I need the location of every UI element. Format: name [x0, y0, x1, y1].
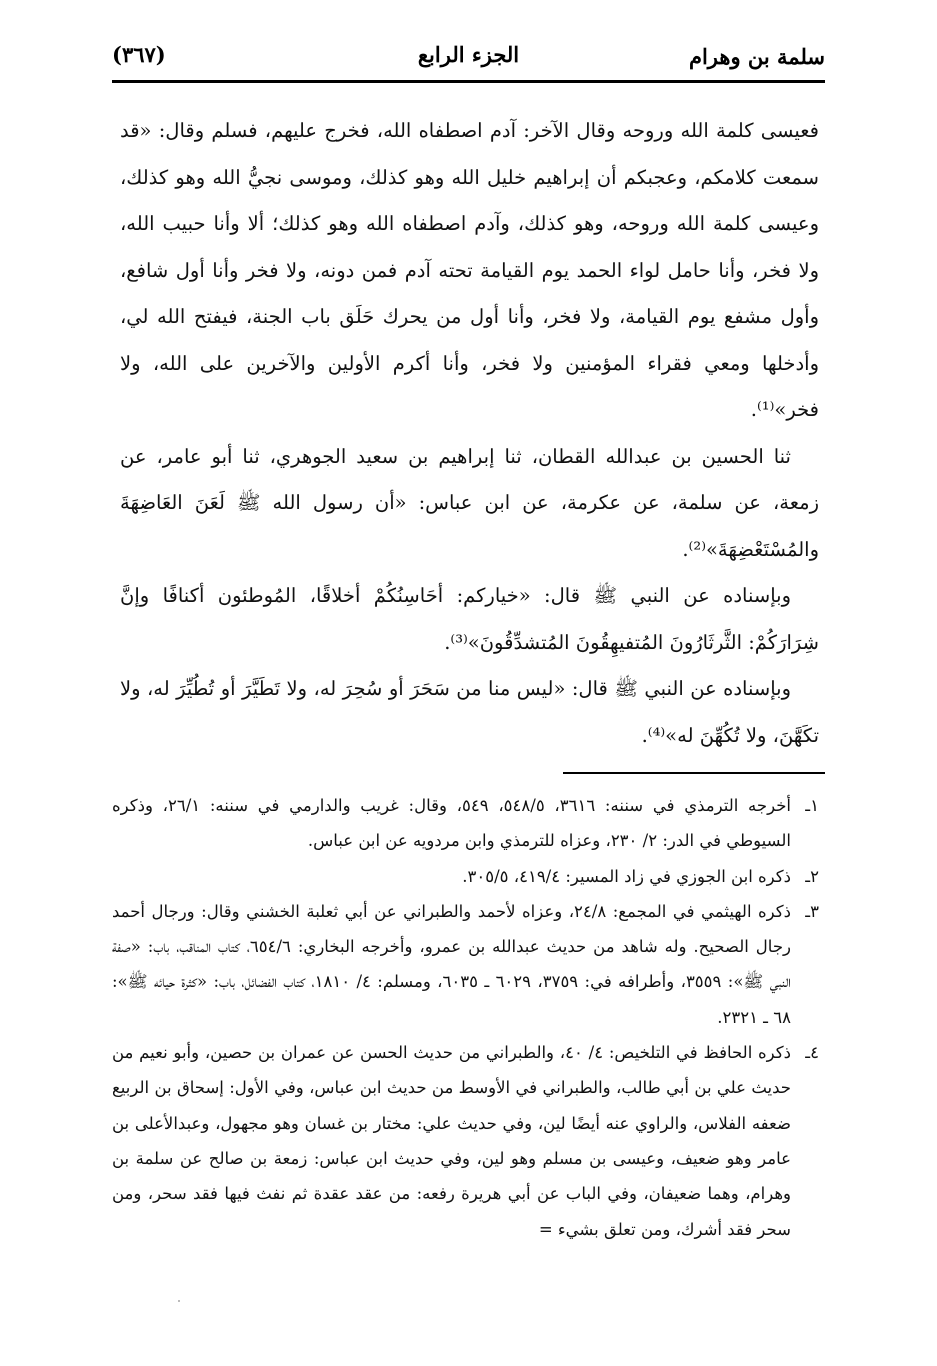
footnotes [112, 788, 819, 1247]
page-header [112, 38, 825, 78]
paragraph-4: وبإسناده عن النبي ﷺ قال: «ليس منا من سَحَرَ أو سُحِرَ له، ولا تَطَيَّرَ أو تُطُيِّرَ له، ولا تكَهَّنَ، ولا تُكُهِّنَ له»⁽⁴⁾. [120, 677, 819, 747]
footnote-3 [112, 894, 819, 1035]
footnote-text: ذكره الحافظ في التلخيص: ٤/ ٤٠، والطبراني من حديث الحسن عن عمران بن حصين، وأبو نعيم من حديث علي بن أبي طالب، والطبراني في الأوسط من حديث ابن عباس، وفي الأول: إسحاق بن الربيع ضعفه الفلاس، والراوي عنه أيضًا لين، وفي حديث علي: مختار بن غسان وهو مجهول، وعبدالأعلى بن عامر وهو ضعيف، وعيسى بن مسلم وهو لين، وفي حديث ابن عباس: زمعة بن صالح عن سلمة بن وهرام، وهما ضعيفان، وفي الباب عن أبي هريرة رفعه: من عقد عقدة ثم نفث فيها فقد سحر، ومن سحر فقد أشرك، ومن تعلق بشيء = [112, 1043, 791, 1239]
main-text [120, 108, 819, 759]
footnote-text: ذكره الهيثمي في المجمع: ٢٤/٨، وعزاه لأحمد والطبراني عن أبي ثعلبة الخشني وقال: ورجال أحمد رجال الصحيح. وله شاهد من حديث عبدالله بن عمرو، وأخرجه البخاري: ٦٥٤/٦، كتاب المناقب، باب: «صفة النبي ﷺ»: ٣٥٥٩، وأطرافه في: ٣٧٥٩، ٦٠٢٩ ـ ٦٠٣٥، ومسلم: ٤/ ١٨١٠، كتاب الفضائل، باب: «كثرة حيائه ﷺ»: ٦٨ ـ ٢٣٢١. [112, 901, 791, 1027]
header-divider [112, 80, 825, 83]
paragraph-3: وبإسناده عن النبي ﷺ قال: «خياركم: أحَاسِنُكُمْ أخلاقًا، المُوطئون أكنافًا وإنَّ شِرَارَكُمْ: الثَّرثَارُونَ المُتفيهِقُونَ المُتشدِّقُونَ»⁽³⁾. [120, 584, 819, 654]
footnote-number: ١ـ [805, 796, 819, 815]
footnote-divider [563, 772, 825, 774]
footnote-text: ذكره ابن الجوزي في زاد المسير: ٤١٩/٤، ٣٠٥/٥. [462, 866, 791, 886]
paragraph-2: ثنا الحسين بن عبدالله القطان، ثنا إبراهيم بن سعيد الجوهري، ثنا أبو عامر، عن زمعة، عن سلمة، عن عكرمة، عن ابن عباس: «أن رسول الله ﷺ لَعَنَ العَاضِهَةَ والمُسْتَعْضِهَةَ»⁽²⁾. [120, 444, 819, 561]
section-title: سلمة بن وهرام [688, 44, 825, 69]
footnote-2 [112, 859, 819, 894]
footnote-text: أخرجه الترمذي في سننه: ٣٦١٦، ٥٤٨/٥، ٥٤٩، وقال: غريب والدارمي في سننه: ٢٦/١، وذكره السيوطي في الدر: ٢/ ٢٣٠، وعزاه للترمذي وابن مردويه عن ابن عباس. [112, 796, 791, 851]
scan-speck [178, 1300, 180, 1302]
footnote-number: ٢ـ [805, 866, 819, 886]
volume-title: الجزء الرابع [417, 42, 520, 67]
paragraph-1: فعيسى كلمة الله وروحه وقال الآخر: آدم اصطفاه الله، فخرج عليهم، فسلم وقال: «قد سمعت كلامكم، وعجبكم أن إبراهيم خليل الله وهو كذلك، وموسى نجيُّ الله وهو كذلك، وعيسى كلمة الله وروحه، وهو كذلك، وآدم اصطفاه الله وهو كذلك؛ ألا وأنا حبيب الله، ولا فخر، وأنا حامل لواء الحمد يوم القيامة تحته آدم فمن دونه، ولا فخر وأنا أول شافع، وأول مشفع يوم القيامة، ولا فخر، وأنا أول من يحرك حَلَق باب الجنة، فيفتح الله لي، وأدخلها ومعي فقراء المؤمنين ولا فخر، وأنا أكرم الأولين والآخرين على الله، ولا فخر»⁽¹⁾. [120, 119, 819, 421]
footnote-1 [112, 788, 819, 859]
page-number: (٣٦٧) [112, 42, 166, 67]
footnote-number: ٤ـ [805, 1043, 819, 1063]
footnote-number: ٣ـ [805, 901, 819, 921]
footnote-4 [112, 1035, 819, 1247]
